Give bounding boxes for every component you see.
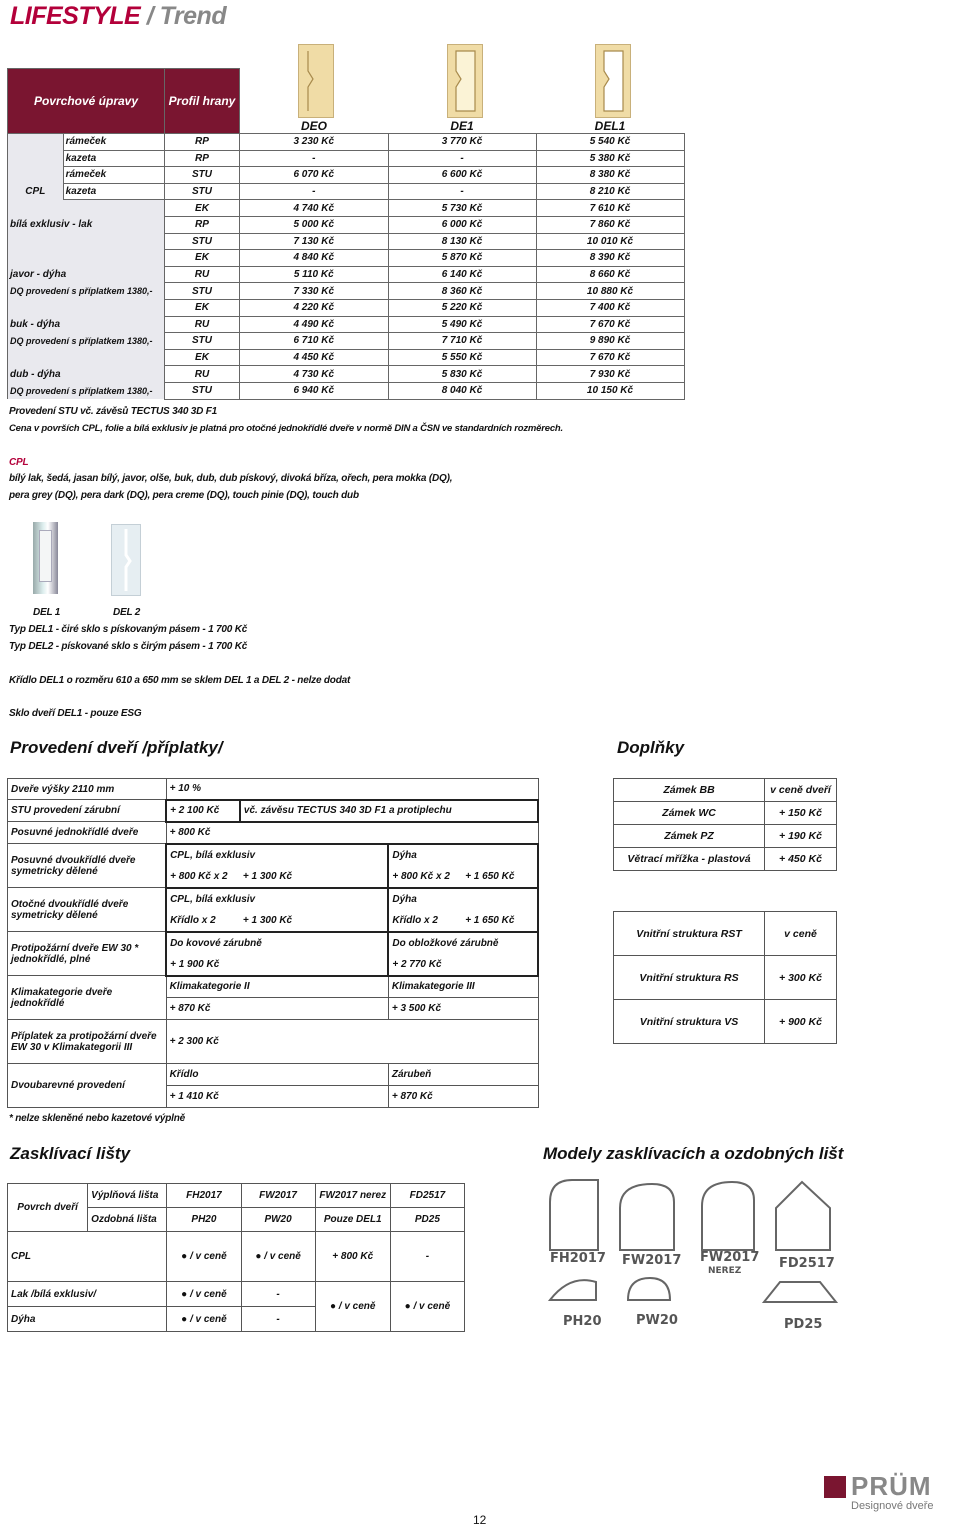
sklo-note: Sklo dveří DEL1 - pouze ESG (9, 708, 142, 719)
price-row (8, 333, 685, 350)
price-row (8, 283, 685, 300)
price-cell: 4 490 Kč (240, 316, 389, 333)
structure-item: Vnitřní struktura RS (614, 956, 765, 1000)
sur-r3-label: Posuvné jednokřídlé dveře (8, 822, 167, 844)
sur-r6-b1: + 2 770 Kč (388, 954, 538, 976)
price-table (7, 68, 685, 400)
del2-photo (111, 524, 141, 596)
price-cell: - (240, 183, 389, 200)
logo-text: PRÜM (851, 1471, 932, 1501)
price-cell: 8 360 Kč (388, 283, 536, 300)
extras-row (614, 825, 837, 848)
surcharges-title: Provedení dveří /příplatky/ (10, 738, 223, 757)
structure-row (614, 912, 837, 956)
price-cell: 6 070 Kč (240, 167, 389, 184)
price-cell: 8 040 Kč (388, 382, 536, 399)
price-cell: 7 930 Kč (536, 366, 684, 383)
edge-cell: STU (165, 382, 240, 399)
strip-fw2017-nerez: FW2017 nerez (315, 1184, 390, 1208)
price-cell: 4 840 Kč (240, 250, 389, 267)
mold-fw2017-label: FW2017 (622, 1253, 682, 1268)
surface-cell: DQ provedení s příplatkem 1380,- (8, 333, 165, 350)
price-cell: 8 380 Kč (536, 167, 684, 184)
mold-pw20-label: PW20 (636, 1313, 678, 1328)
strip-fh2017: FH2017 (167, 1184, 241, 1208)
strips-dyha-1: ● / v ceně (167, 1307, 241, 1332)
del1-glass-icon (39, 530, 52, 582)
sur-r4-b2: + 1 650 Kč (462, 866, 538, 888)
price-cell: 5 870 Kč (388, 250, 536, 267)
edge-cell: STU (165, 233, 240, 250)
strips-cpl-label: CPL (8, 1232, 167, 1282)
price-cell: 9 890 Kč (536, 333, 684, 350)
strip-fw2017: FW2017 (241, 1184, 315, 1208)
sur-r9-a: Křídlo (166, 1064, 388, 1086)
strips-table (7, 1183, 465, 1332)
cpl-colors-1: bílý lak, šedá, jasan bílý, javor, olše, buk, dub, dub pískový, divoká bříza, ořech, pera mokka (DQ), (9, 473, 453, 484)
sur-r9-a1: + 1 410 Kč (166, 1086, 388, 1108)
price-cell: 8 660 Kč (536, 266, 684, 283)
model-del1: DEL1 (594, 119, 626, 133)
surface-cell: javor - dýha (8, 266, 165, 283)
price-cell: 7 610 Kč (536, 200, 684, 217)
strips-merged-1: ● / v ceně (315, 1282, 390, 1332)
surface-cell (8, 150, 64, 167)
strips-head-row2: Ozdobná lišta (88, 1208, 167, 1232)
note-stu: Provedení STU vč. závěsů TECTUS 340 3D F1 (9, 406, 217, 417)
del2-label: DEL 2 (113, 607, 141, 618)
edge-cell: RP (165, 150, 240, 167)
surface-cell (8, 233, 165, 250)
sur-r8-label: Příplatek za protipožární dveře EW 30 v Klimakategorii III (8, 1020, 167, 1064)
price-row (8, 366, 685, 383)
mold-nerez-label: NEREZ (708, 1266, 742, 1276)
price-cell: 6 140 Kč (388, 266, 536, 283)
price-cell: 6 600 Kč (388, 167, 536, 184)
price-row (8, 167, 685, 184)
edge-cell: STU (165, 167, 240, 184)
strips-cpl-1: ● / v ceně (167, 1232, 241, 1282)
price-cell: 5 380 Kč (536, 150, 684, 167)
edge-cell: RU (165, 316, 240, 333)
surface-cell: bílá exklusiv - lak (8, 216, 165, 233)
sur-r9-b1: + 870 Kč (388, 1086, 538, 1108)
sur-r6-label: Protipožární dveře EW 30 * jednokřídlé, plné (8, 932, 167, 976)
edge-cell: EK (165, 299, 240, 316)
price-cell: 10 880 Kč (536, 283, 684, 300)
strips-head-row1: Výplňová lišta (88, 1184, 167, 1208)
extras-row (614, 848, 837, 871)
price-cell: 5 550 Kč (388, 349, 536, 366)
price-cell: 5 110 Kč (240, 266, 389, 283)
price-row (8, 233, 685, 250)
structure-price: + 900 Kč (765, 1000, 837, 1044)
mold-fh2017-label: FH2017 (550, 1251, 606, 1266)
structure-price: + 300 Kč (765, 956, 837, 1000)
structure-row (614, 956, 837, 1000)
strip-fd2517: FD2517 (390, 1184, 464, 1208)
note-price: Cena v površích CPL, folie a bílá exklusiv je platná pro otočné jednokřídlé dveře v normě DIN a ČSN ve standardních rozměrech. (9, 423, 563, 434)
price-cell: - (240, 150, 389, 167)
structure-item: Vnitřní struktura RST (614, 912, 765, 956)
header-surface: Povrchové úpravy (8, 69, 165, 134)
mold-ph20-label: PH20 (563, 1314, 602, 1329)
prum-logo-icon (824, 1476, 846, 1498)
edge-cell: STU (165, 333, 240, 350)
surface-cell (8, 134, 64, 151)
sur-r5-b1: Křídlo x 2 (388, 910, 462, 932)
edge-cell: STU (165, 183, 240, 200)
price-cell: 8 390 Kč (536, 250, 684, 267)
price-cell: 8 210 Kč (536, 183, 684, 200)
strips-lak-label: Lak /bílá exklusiv/ (8, 1282, 167, 1307)
strips-cpl-2: ● / v ceně (241, 1232, 315, 1282)
strips-cpl-4: - (390, 1232, 464, 1282)
price-row (8, 349, 685, 366)
surface-cell: DQ provedení s příplatkem 1380,- (8, 283, 165, 300)
strip-pw20: PW20 (241, 1208, 315, 1232)
sur-r1-label: Dveře výšky 2110 mm (8, 779, 167, 800)
price-row (8, 316, 685, 333)
price-cell: 4 740 Kč (240, 200, 389, 217)
sur-r4-b: Dýha (388, 844, 538, 866)
surface-cell (8, 349, 165, 366)
price-row (8, 216, 685, 233)
type-cell: rámeček (63, 167, 164, 184)
sur-r1-val: + 10 % (166, 779, 538, 800)
price-cell: 7 130 Kč (240, 233, 389, 250)
sub-title: Trend (159, 2, 227, 30)
price-cell: 10 150 Kč (536, 382, 684, 399)
price-cell: 4 730 Kč (240, 366, 389, 383)
cpl-heading: CPL (9, 457, 29, 468)
price-row (8, 250, 685, 267)
sur-r9-label: Dvoubarevné provedení (8, 1064, 167, 1108)
page-title (10, 2, 226, 31)
strips-lak-2: - (241, 1282, 315, 1307)
sur-r2-label: STU provedení zárubní (8, 800, 167, 822)
del1-photo (33, 522, 58, 594)
structure-row (614, 1000, 837, 1044)
price-cell: 6 000 Kč (388, 216, 536, 233)
del2-glass-icon (112, 525, 140, 595)
price-cell: 5 540 Kč (536, 134, 684, 151)
price-cell: 7 400 Kč (536, 299, 684, 316)
price-row (8, 150, 685, 167)
logo-tagline: Designové dveře (851, 1500, 934, 1512)
price-row (8, 266, 685, 283)
price-cell: 3 230 Kč (240, 134, 389, 151)
mold-fw2017-nerez-label: FW2017 (700, 1250, 760, 1265)
sur-r3-val: + 800 Kč (166, 822, 538, 844)
price-cell: 7 860 Kč (536, 216, 684, 233)
extras-item: Zámek BB (614, 779, 765, 802)
sur-r7-b: Klimakategorie III (388, 976, 538, 998)
cpl-colors-2: pera grey (DQ), pera dark (DQ), pera creme (DQ), touch pinie (DQ), touch dub (9, 490, 359, 501)
surface-cell: buk - dýha (8, 316, 165, 333)
edge-cell: EK (165, 349, 240, 366)
sur-r6-a: Do kovové zárubně (166, 932, 388, 954)
price-cell: - (388, 150, 536, 167)
mold-fd2517-label: FD2517 (779, 1256, 835, 1271)
mold-pd25-label: PD25 (784, 1317, 823, 1332)
sur-r7-a: Klimakategorie II (166, 976, 388, 998)
surface-cell (8, 299, 165, 316)
price-row (8, 183, 685, 200)
edge-cell: RP (165, 134, 240, 151)
kridlo-note: Křídlo DEL1 o rozměru 610 a 650 mm se sklem DEL 1 a DEL 2 - nelze dodat (9, 675, 351, 686)
strips-cpl-3: + 800 Kč (315, 1232, 390, 1282)
price-row (8, 382, 685, 399)
sur-r5-b2: + 1 650 Kč (462, 910, 538, 932)
header-edge: Profil hrany (165, 69, 240, 134)
strip-pouze-del1: Pouze DEL1 (315, 1208, 390, 1232)
model-de1: DE1 (450, 119, 474, 133)
structure-table (613, 911, 837, 1044)
price-cell: 5 730 Kč (388, 200, 536, 217)
price-cell: 5 490 Kč (388, 316, 536, 333)
structure-item: Vnitřní struktura VS (614, 1000, 765, 1044)
price-cell: 7 330 Kč (240, 283, 389, 300)
sur-r5-a1: Křídlo x 2 (166, 910, 240, 932)
price-cell: 5 830 Kč (388, 366, 536, 383)
strips-title: Zasklívací lišty (10, 1144, 131, 1163)
extras-price: + 190 Kč (765, 825, 837, 848)
structure-price: v ceně (765, 912, 837, 956)
price-cell: 6 710 Kč (240, 333, 389, 350)
strips-head-left: Povrch dveří (8, 1184, 88, 1232)
price-cell: 10 010 Kč (536, 233, 684, 250)
extras-price: + 150 Kč (765, 802, 837, 825)
sur-r2-val: + 2 100 Kč (166, 800, 240, 822)
sur-r9-b: Zárubeň (388, 1064, 538, 1086)
price-cell: 7 670 Kč (536, 316, 684, 333)
sur-r5-a2: + 1 300 Kč (240, 910, 388, 932)
page-number: 12 (473, 1513, 487, 1527)
extras-price: v ceně dveří (765, 779, 837, 802)
price-cell: 4 220 Kč (240, 299, 389, 316)
sur-r4-a1: + 800 Kč x 2 (166, 866, 240, 888)
strips-merged-2: ● / v ceně (390, 1282, 464, 1332)
sur-r5-a: CPL, bílá exklusiv (166, 888, 388, 910)
price-cell: 5 220 Kč (388, 299, 536, 316)
edge-cell: EK (165, 200, 240, 217)
type-cell: rámeček (63, 134, 164, 151)
sur-r4-a2: + 1 300 Kč (240, 866, 388, 888)
model-deo: DEO (300, 119, 327, 133)
surface-cell (8, 250, 165, 267)
surcharges-table (7, 778, 539, 1108)
strips-dyha-label: Dýha (8, 1307, 167, 1332)
title-slash: / (146, 2, 154, 30)
sur-r5-b: Dýha (388, 888, 538, 910)
sur-r2-note: vč. závěsu TECTUS 340 3D F1 a protiplechu (240, 800, 538, 822)
sur-r7-b1: + 3 500 Kč (388, 998, 538, 1020)
price-cell: 6 940 Kč (240, 382, 389, 399)
strips-lak-1: ● / v ceně (167, 1282, 241, 1307)
typ-del1: Typ DEL1 - čiré sklo s pískovaným pásem - 1 700 Kč (9, 624, 248, 635)
extras-item: Zámek PZ (614, 825, 765, 848)
sur-r5-label: Otočné dvoukřídlé dveře symetricky dělené (8, 888, 167, 932)
price-cell: 5 000 Kč (240, 216, 389, 233)
edge-cell: RP (165, 216, 240, 233)
type-cell: kazeta (63, 150, 164, 167)
edge-cell: EK (165, 250, 240, 267)
sur-r4-label: Posuvné dvoukřídlé dveře symetricky dělené (8, 844, 167, 888)
del1-label: DEL 1 (33, 607, 61, 618)
extras-row (614, 802, 837, 825)
surface-cell: DQ provedení s příplatkem 1380,- (8, 382, 165, 399)
price-row (8, 200, 685, 217)
surface-cell (8, 200, 165, 217)
extras-row (614, 779, 837, 802)
price-cell: - (388, 183, 536, 200)
sur-r4-a: CPL, bílá exklusiv (166, 844, 388, 866)
extras-item: Větrací mřížka - plastová (614, 848, 765, 871)
edge-cell: RU (165, 266, 240, 283)
sur-r6-a1: + 1 900 Kč (166, 954, 388, 976)
type-cell: kazeta (63, 183, 164, 200)
sur-r4-b1: + 800 Kč x 2 (388, 866, 462, 888)
price-row (8, 299, 685, 316)
price-cell: 8 130 Kč (388, 233, 536, 250)
price-row (8, 134, 685, 151)
brand-text: LIFESTYLE (10, 2, 141, 30)
price-cell: 7 710 Kč (388, 333, 536, 350)
extras-rows (614, 779, 837, 871)
sur-r7-label: Klimakategorie dveře jednokřídlé (8, 976, 167, 1020)
edge-cell: RU (165, 366, 240, 383)
surcharge-footnote: * nelze skleněné nebo kazetové výplně (9, 1113, 186, 1124)
strip-pd25: PD25 (390, 1208, 464, 1232)
extras-table (613, 778, 837, 871)
surface-cell: CPL (8, 183, 64, 200)
structure-rows (614, 912, 837, 1044)
surface-cell (8, 167, 64, 184)
extras-price: + 450 Kč (765, 848, 837, 871)
price-rows (8, 134, 685, 400)
typ-del2: Typ DEL2 - pískované sklo s čirým pásem - 1 700 Kč (9, 641, 248, 652)
edge-cell: STU (165, 283, 240, 300)
price-cell: 4 450 Kč (240, 349, 389, 366)
price-cell: 7 670 Kč (536, 349, 684, 366)
surface-cell: dub - dýha (8, 366, 165, 383)
strips-dyha-2: - (241, 1307, 315, 1332)
models-title: Modely zasklívacích a ozdobných lišt (543, 1144, 844, 1163)
extras-title: Doplňky (617, 738, 685, 757)
sur-r8-val: + 2 300 Kč (166, 1020, 538, 1064)
strip-ph20: PH20 (167, 1208, 241, 1232)
sur-r7-a1: + 870 Kč (166, 998, 388, 1020)
sur-r6-b: Do obložkové zárubně (388, 932, 538, 954)
price-cell: 3 770 Kč (388, 134, 536, 151)
extras-item: Zámek WC (614, 802, 765, 825)
